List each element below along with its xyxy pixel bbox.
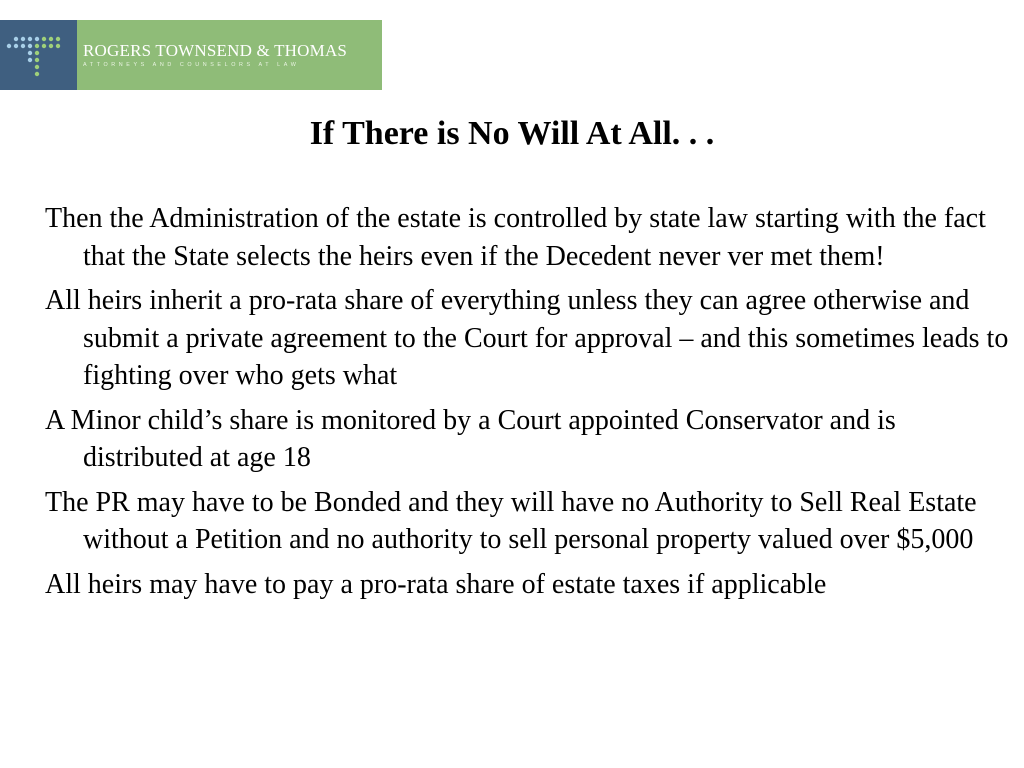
firm-logo: [0, 20, 382, 90]
bullet-item: A Minor child’s share is monitored by a Court appointed Conservator and is distributed at age 18: [45, 404, 896, 473]
firm-name: ROGERS TOWNSEND & THOMAS: [83, 41, 348, 60]
bullet-item: All heirs inherit a pro-rata share of everything unless they can agree otherwise and submit a private agreement to the Court for approval – and this sometimes leads to fighting over who gets what: [45, 285, 1009, 391]
bullet-list: [45, 200, 1020, 610]
bullet-item: The PR may have to be Bonded and they will have no Authority to Sell Real Estate without a Petition and no authority to sell personal property valued over $5,000: [45, 486, 977, 555]
firm-tagline: ATTORNEYS AND COUNSELORS AT LAW: [83, 62, 300, 68]
bullet-item: All heirs may have to pay a pro-rata share of estate taxes if applicable: [45, 568, 827, 600]
bullet-item: Then the Administration of the estate is controlled by state law starting with the fact that the State selects the heirs even if the Decedent never ver met them!: [45, 203, 986, 272]
slide-title: If There is No Will At All. . .: [309, 115, 715, 152]
dot-grid-t-icon: [0, 20, 77, 90]
logo-text-band: [77, 20, 382, 90]
